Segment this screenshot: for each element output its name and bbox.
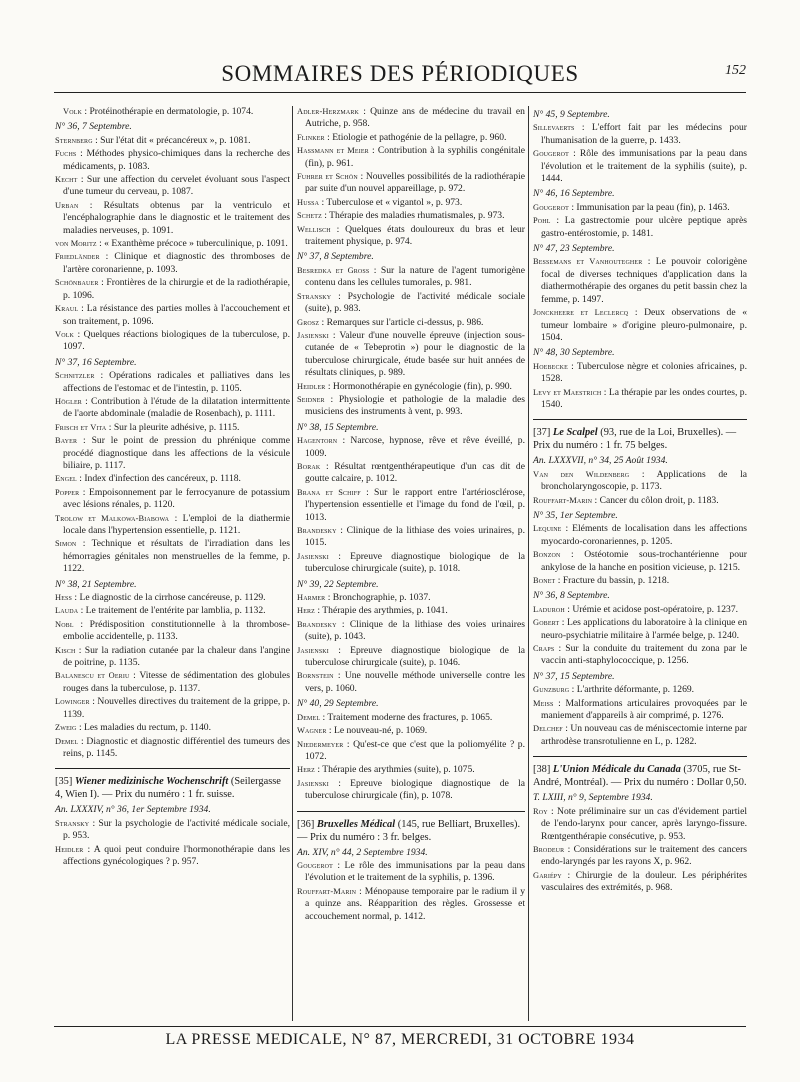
issue-heading: N° 39, 22 Septembre. [297, 578, 379, 590]
article-entry [533, 495, 747, 507]
article-entry [55, 844, 290, 869]
author-name: Herz [297, 765, 315, 775]
article-title: : Quelques réactions biologiques de la tuberculose, p. 1097. [63, 328, 290, 353]
issue-heading: N° 37, 16 Septembre. [55, 356, 137, 368]
article-title: : Fracture du bassin, p. 1218. [557, 575, 670, 586]
author-name: Sillevaerts [533, 123, 575, 133]
article-entry [55, 135, 290, 147]
journal-details: (93, rue de la Loi, Bruxelles). — Prix du numéro : 1 fr. 75 belges. [533, 427, 737, 452]
article-entry [55, 619, 290, 644]
author-name: Delchef [533, 724, 563, 734]
author-name: Fuhrer et Schön [297, 172, 358, 182]
article-title: : Clinique de la lithiase des voies urinaires, p. 1015. [305, 525, 525, 549]
article-entry [55, 435, 290, 472]
journal-rule [297, 811, 525, 812]
author-name: Bonet [533, 576, 556, 585]
article-title: : Nouvelles directives du traitement de la grippe, p. 1139. [63, 696, 290, 720]
article-entry [297, 197, 525, 209]
article-entry [55, 106, 290, 118]
author-name: Schnitzler [55, 371, 95, 381]
article-entry [297, 265, 525, 290]
issue-heading: N° 40, 29 Septembre. [297, 698, 379, 710]
article-title: : Opérations radicales et palliatives dans les affections de l'estomac et de l'intestin, p. 1105. [63, 370, 290, 394]
issue-heading: N° 38, 21 Septembre. [55, 578, 137, 590]
article-title: : La thérapie par les ondes courtes, p. 1540. [541, 386, 747, 410]
author-name: Volk [55, 329, 74, 339]
article-title: : Epreuve diagnostique biologique de la tuberculose chirurgicale (suite), p. 1046. [305, 644, 525, 669]
article-title: : Frontières de la chirurgie et de la radiothérapie, p. 1096. [63, 277, 290, 301]
author-name: Heidler [297, 381, 326, 391]
journal-rule [533, 756, 747, 757]
author-name: Stransky [55, 818, 90, 828]
author-name: Borak [297, 461, 321, 471]
author-name: Demel [297, 712, 321, 722]
article-title: : Contribution à la syphilis congénitale (fin), p. 961. [305, 145, 525, 169]
article-title: : Rôle des immunisations par la peau dans l'évolution et le traitement de la syphilis (suite), p. 1444. [541, 148, 747, 185]
article-entry [55, 592, 290, 604]
author-name: Bonzon [533, 550, 561, 560]
article-entry [55, 370, 290, 395]
article-title: : La résistance des parties molles à l'accouchement et son traitement, p. 1096. [63, 303, 290, 327]
article-title: : Narcose, hypnose, rêve et rêve éveillé, p. 1009. [305, 435, 525, 459]
article-entry [297, 394, 525, 419]
author-name: Lauda [55, 606, 79, 616]
author-name: Besredka et Gross [297, 265, 370, 275]
author-name: Demel [55, 736, 79, 746]
column-1 [55, 106, 290, 869]
author-name: Levy et Maestrich [533, 387, 602, 397]
journal-number: [38] [533, 764, 551, 776]
article-entry [55, 605, 290, 617]
author-name: Stransky [297, 291, 332, 301]
article-title: : Empoisonnement par le ferrocyanure de potassium avec lésions rénales, p. 1120. [63, 486, 290, 511]
article-title: : Epreuve diagnostique biologique de la tuberculose chirurgicale (suite), p. 1018. [305, 550, 525, 575]
author-name: Hagentorn [297, 436, 338, 446]
article-entry [55, 818, 290, 843]
author-name: Gunzburg [533, 685, 570, 695]
article-entry [533, 604, 747, 616]
author-name: Popper [55, 487, 80, 497]
author-name: Frisch et Vita [55, 422, 107, 432]
issue-heading: N° 47, 23 Septembre. [533, 243, 615, 255]
article-title: : Les applications du laboratoire à la clinique en neuro-psychiatrie militaire à l'armée belge, p. 1240. [541, 617, 747, 641]
author-name: Kisch [55, 645, 76, 655]
author-name: Jonckheere et Leclercq [533, 308, 629, 318]
article-title: : A quoi peut conduire l'hormonothérapie dans les affections gynécologiques ? p. 957. [63, 843, 290, 867]
article-entry [297, 712, 525, 724]
article-title: : Sur la conduite du traitement du zona par le vaccin anti-staphylococcique, p. 1256. [541, 643, 747, 667]
author-name: Schönbauer [55, 278, 99, 288]
article-entry [297, 381, 525, 393]
author-name: Brandesky [297, 526, 337, 535]
article-entry [55, 251, 290, 276]
article-entry [297, 670, 525, 695]
article-entry [55, 696, 290, 721]
author-name: Wellisch [297, 224, 331, 234]
issue-heading: An. LXXXVII, n° 34, 25 Août 1934. [533, 455, 668, 467]
journal-rule [533, 419, 747, 420]
issue-heading: N° 36, 8 Septembre. [533, 590, 610, 602]
article-title: : Applications de la broncholaryngoscopie, p. 1173. [541, 468, 747, 493]
author-name: Gougerot [297, 860, 333, 870]
journal-details: (Seilergasse 4, Wien I). — Prix du numéro : 1 fr. suisse. [55, 776, 281, 801]
author-name: Flinker [297, 132, 325, 142]
article-entry [297, 551, 525, 576]
issue-heading: N° 36, 7 Septembre. [55, 121, 132, 133]
issue-heading: T. LXIII, n° 9, Septembre 1934. [533, 792, 653, 804]
author-name: Kecht [55, 175, 78, 185]
author-name: Bayer [55, 436, 78, 446]
article-title: : Les maladies du rectum, p. 1140. [78, 722, 211, 734]
article-entry [55, 277, 290, 302]
author-name: Nobl [55, 619, 74, 629]
journal-number: [37] [533, 427, 551, 439]
article-entry [55, 200, 290, 237]
article-entry [533, 844, 747, 869]
author-name: Roy [533, 806, 548, 816]
author-name: Sternberg [55, 135, 93, 145]
article-entry [533, 148, 747, 185]
article-title: : Malformations articulaires provoquées par le maniement d'appareils à air comprimé, p. 1276. [541, 697, 747, 722]
article-title: : Résultat rœntgenthérapeutique d'un cas dit de goutte calcaire, p. 1012. [305, 460, 525, 485]
author-name: Seidner [297, 394, 325, 404]
article-title: : Sur une affection du cervelet évoluant sous l'aspect d'une tumeur du cerveau, p. 1087. [63, 174, 290, 198]
author-name: Volk [63, 107, 82, 116]
article-entry [55, 174, 290, 199]
article-title: : Etiologie et pathogénie de la pellagre, p. 960. [327, 131, 507, 143]
article-entry [297, 592, 525, 604]
article-entry [533, 307, 747, 344]
article-entry [55, 329, 290, 354]
article-title: : Epreuve biologique diagnostique de la tuberculose chirurgicale (fin), p. 1078. [305, 777, 525, 802]
article-entry [297, 725, 525, 737]
article-entry [297, 291, 525, 316]
article-entry [297, 461, 525, 486]
author-name: Meiss [533, 698, 554, 708]
author-name: Niedermeyer [297, 739, 344, 749]
author-name: Pohl [533, 216, 551, 226]
article-title: : Prédisposition constitutionnelle à la thrombose-embolie accidentelle, p. 1133. [63, 618, 290, 643]
author-name: Balanescu et Oeriu [55, 671, 130, 681]
journal-number: [35] [55, 776, 73, 788]
article-entry [533, 215, 747, 240]
journal-details: (145, rue Belliart, Bruxelles). — Prix du numéro : 3 fr. belges. [297, 818, 521, 843]
issue-heading: An. LXXXIV, n° 36, 1er Septembre 1934. [55, 804, 211, 816]
article-title: : Ostéotomie sous-trochantérienne pour ankylose de la hanche en position vicieuse, p. 1215. [541, 549, 747, 573]
issue-heading: N° 37, 15 Septembre. [533, 670, 615, 682]
article-entry [55, 538, 290, 575]
journal-heading [55, 775, 290, 801]
article-title: : Traitement moderne des fractures, p. 1065. [322, 711, 493, 723]
author-name: von Moritz [55, 239, 97, 249]
author-name: Adler-Herzmark [297, 107, 359, 116]
article-title: : Cancer du côlon droit, p. 1183. [594, 494, 719, 506]
article-title: : Méthodes physico-chimiques dans la recherche des médicaments, p. 1083. [63, 148, 290, 172]
author-name: Hoebecke [533, 361, 568, 371]
journal-heading [533, 426, 747, 452]
article-title: : Bronchographie, p. 1037. [327, 592, 431, 604]
article-title: : Deux observations de « tumeur lombaire » d'origine pleuro-pulmonaire, p. 1504. [541, 307, 747, 343]
article-entry [55, 670, 290, 695]
journal-name: Le Scalpel [552, 427, 598, 439]
article-entry [533, 575, 747, 587]
article-title: : Index d'infection des cancéreux, p. 1118. [79, 473, 241, 485]
article-entry [533, 361, 747, 386]
article-entry [297, 525, 525, 550]
author-name: Högler [55, 396, 82, 406]
article-entry [297, 764, 525, 776]
author-name: Rouffart-Marin [533, 495, 593, 505]
author-name: Bornstein [297, 671, 334, 681]
author-name: Zweig [55, 723, 77, 733]
article-title: : Technique et résultats de l'irradiation dans les hémorragies génitales non menstruelles de la femme, p. 1122. [63, 538, 290, 575]
article-entry [533, 469, 747, 494]
article-title: : Vitesse de sédimentation des globules rouges dans la tuberculose, p. 1137. [63, 670, 290, 694]
article-entry [297, 778, 525, 803]
article-entry [55, 645, 290, 670]
article-title: : Sur la nature de l'agent tumorigène contenu dans les cellules tumorales, p. 981. [305, 264, 525, 289]
column-rule-2 [528, 106, 529, 1021]
author-name: Ladurон [533, 604, 565, 614]
article-entry [55, 487, 290, 512]
journal-number: [36] [297, 818, 315, 830]
article-title: : Contribution à l'étude de la dilatation intermittente de l'aorte abdominale (maladie de Rosenbach), p. 1111. [63, 395, 290, 420]
article-title: : « Exanthème précoce » tuberculinique, p. 1091. [99, 238, 288, 250]
author-name: Heidler [55, 844, 84, 854]
article-title: : Quinze ans de médecine du travail en Autriche, p. 958. [305, 106, 525, 130]
page-footer: LA PRESSE MEDICALE, N° 87, MERCREDI, 31 OCTOBRE 1934 [54, 1026, 746, 1049]
article-title: : Immunisation par la peau (fin), p. 1463. [571, 201, 730, 213]
article-entry [533, 870, 747, 895]
journal-name: Wiener medizinische Wochenschrift [74, 776, 229, 788]
author-name: Jasienski [297, 645, 329, 655]
column-rule-1 [292, 106, 293, 1021]
article-title: : Thérapie des arythmies (suite), p. 1075. [317, 764, 475, 776]
article-title: : Sur le point de pression du phrénique comme procédé diagnostique dans les affections de la vésicule biliaire, p. 1117. [63, 435, 290, 471]
article-entry [533, 698, 747, 723]
article-title: : Sur la pleurite adhésive, p. 1115. [108, 421, 240, 433]
article-title: : L'emploi de la diathermie locale dans l'hypertension essentielle, p. 1121. [63, 512, 290, 536]
page-number: 152 [725, 63, 746, 78]
author-name: Jasienski [297, 551, 329, 561]
author-name: Hassmann et Meier [297, 146, 369, 156]
author-name: Gougerot [533, 149, 569, 159]
issue-heading: N° 38, 15 Septembre. [297, 421, 379, 433]
column-3 [533, 106, 747, 896]
article-title: : Tuberculose nègre et colonies africaines, p. 1528. [541, 360, 747, 385]
article-entry [297, 132, 525, 144]
article-title: : Sur la radiation cutanée par la chaleur dans l'angine de poitrine, p. 1135. [63, 644, 290, 669]
article-title: : Psychologie de l'activité médicale sociale (suite), p. 983. [305, 290, 526, 315]
article-title: : Le diagnostic de la cirrhose cancéreuse, p. 1129. [74, 592, 266, 604]
journal-details: (3705, rue St-André, Montréal). — Prix du numéro : Dollar 0,50. [533, 764, 747, 789]
author-name: Kraul [55, 304, 79, 314]
author-name: Urban [55, 200, 79, 210]
article-entry [297, 886, 525, 923]
article-entry [533, 523, 747, 548]
journal-heading [533, 763, 747, 789]
article-entry [533, 617, 747, 642]
author-name: Trolow et Malkowa-Biabowa [55, 513, 170, 523]
author-name: Brandesky [297, 619, 337, 629]
article-entry [533, 549, 747, 574]
issue-heading: N° 46, 16 Septembre. [533, 188, 615, 200]
author-name: Brodeur [533, 844, 565, 854]
article-title: : Sur le rapport entre l'artériosclérose, l'hypertension essentielle et l'image du fond de l'œil, p. 1013. [305, 486, 525, 523]
article-title: : Remarques sur l'article ci-dessus, p. 986. [321, 316, 484, 328]
article-title: : Considérations sur le traitement des cancers endo-laryngés par les rayons X, p. 962. [541, 843, 747, 868]
article-entry [55, 736, 290, 761]
article-title: : Sur l'état dit « précancéreux », p. 1081. [95, 134, 251, 146]
article-entry [55, 422, 290, 434]
article-entry [297, 619, 525, 644]
author-name: Van den Wildenberg [533, 469, 630, 479]
author-name: Wagner [297, 726, 327, 736]
article-entry [55, 513, 290, 538]
article-title: : Clinique et diagnostic des thromboses de l'artère coronarienne, p. 1093. [63, 251, 290, 275]
issue-heading: N° 48, 30 Septembre. [533, 347, 615, 359]
article-entry [533, 806, 747, 843]
article-entry [297, 860, 525, 885]
article-entry [297, 106, 525, 131]
article-entry [533, 723, 747, 748]
article-entry [297, 171, 525, 196]
article-entry [55, 473, 290, 485]
article-entry [297, 210, 525, 222]
journal-name: Bruxelles Médical [316, 818, 396, 830]
article-title: : Sur la psychologie de l'activité médicale sociale, p. 953. [63, 817, 290, 842]
article-entry [533, 202, 747, 214]
article-entry [533, 684, 747, 696]
article-entry [297, 645, 525, 670]
article-title: : Urémie et acidose post-opératoire, p. 1237. [567, 603, 739, 615]
article-entry [297, 145, 525, 170]
article-title: : Thérapie des arythmies, p. 1041. [317, 605, 448, 617]
article-title: : Le rôle des immunisations par la peau dans l'évolution et le traitement de la syphilis, p. 1396. [305, 859, 525, 884]
article-title: : Thérapie des maladies rhumatismales, p. 973. [324, 210, 505, 222]
author-name: Gougerot [533, 202, 569, 212]
article-title: : Qu'est-ce que c'est que la poliomyélite ? p. 1072. [305, 738, 525, 762]
article-entry [55, 396, 290, 421]
article-title: : Protéinothérapie en dermatologie, p. 1074. [84, 106, 254, 117]
article-entry [297, 330, 525, 380]
article-title: : Un nouveau cas de méniscectomie interne par arthrodèse transrotulienne en L, p. 1282. [541, 723, 747, 747]
article-title: : Quelques états douloureux du bras et leur traitement physique, p. 974. [305, 223, 525, 248]
column-2 [297, 106, 525, 924]
article-title: : Tuberculose et « vigantol », p. 973. [321, 196, 463, 208]
author-name: Hussa [297, 197, 320, 207]
article-title: : La gastrectomie pour ulcère peptique après gastro-entérostomie, p. 1481. [541, 215, 747, 239]
author-name: Lequine [533, 524, 562, 534]
article-title: : Le traitement de l'entérite par lamblia, p. 1132. [80, 605, 266, 617]
article-title: : Physiologie et pathologie de la maladie des musiciens des instruments à vent, p. 993. [305, 393, 525, 418]
article-title: : L'effort fait par les médecins pour l'humanisation de la guerre, p. 1433. [541, 122, 747, 146]
article-title: : Chirurgie de la douleur. Les périphérites vasculaires des extrémités, p. 968. [541, 869, 747, 894]
author-name: Friedländer [55, 252, 100, 262]
article-entry [533, 256, 747, 306]
issue-heading: N° 45, 9 Septembre. [533, 109, 610, 120]
author-name: Bessemans et Vanhoutegher [533, 257, 643, 267]
article-entry [533, 387, 747, 412]
article-entry [533, 122, 747, 147]
article-entry [297, 739, 525, 764]
issue-heading: N° 37, 8 Septembre. [297, 251, 374, 263]
journal-heading [297, 818, 525, 844]
article-title: : Nouvelles possibilités de la radiothérapie par suite d'un nouvel appareillage, p. 972. [305, 171, 526, 195]
article-entry [297, 317, 525, 329]
author-name: Engel [55, 474, 77, 484]
journal-name: L'Union Médicale du Canada [552, 764, 681, 776]
author-name: Harmer [297, 593, 326, 603]
article-entry [297, 224, 525, 249]
article-title: : Résultats obtenus par la ventriculo et l'encéphalographie dans le diagnostic et le traitement des maladies nerveuses, p. 1091. [63, 199, 290, 236]
running-header [54, 58, 746, 93]
author-name: Gobert [533, 618, 560, 628]
article-entry [55, 238, 290, 250]
article-entry [55, 722, 290, 734]
article-title: : Le nouveau-né, p. 1069. [328, 725, 428, 737]
author-name: Jasienski [297, 778, 329, 788]
author-name: Fuchs [55, 149, 77, 159]
author-name: Gariépy [533, 870, 562, 880]
author-name: Simon [55, 539, 77, 549]
article-title: : Eléments de localisation dans les affections myocardo-coronariennes, p. 1205. [541, 523, 747, 547]
article-entry [55, 303, 290, 328]
article-entry [55, 148, 290, 173]
author-name: Rouffart-Marin [297, 886, 357, 896]
article-entry [533, 643, 747, 668]
page-title: SOMMAIRES DES PÉRIODIQUES [221, 61, 579, 86]
author-name: Craps [533, 644, 555, 654]
author-name: Herz [297, 606, 315, 616]
article-entry [297, 435, 525, 460]
article-title: : Clinique de la lithiase des voies urinaires (suite), p. 1043. [305, 618, 525, 643]
author-name: Hess [55, 593, 72, 603]
article-title: : Note préliminaire sur un cas d'évidement partiel de l'endo-larynx pour cancer, après laryngo-fissure. Rœntgenthérapie consécutive, p. 953. [541, 805, 747, 842]
journal-rule [55, 768, 290, 769]
article-title: : Une nouvelle méthode universelle contre les vers, p. 1060. [305, 670, 525, 694]
article-title: : Diagnostic et diagnostic différentiel des tumeurs des reins, p. 1145. [63, 735, 290, 759]
issue-heading: N° 35, 1er Septembre. [533, 509, 618, 521]
author-name: Brana et Schiff [297, 487, 361, 497]
article-entry [297, 487, 525, 524]
author-name: Lowinger [55, 697, 90, 707]
author-name: Grosz [297, 317, 320, 327]
article-title: : Hormonothérapie en gynécologie (fin), p. 990. [327, 380, 512, 392]
author-name: Schetz [297, 211, 322, 221]
article-entry [297, 605, 525, 617]
article-title: : Valeur d'une nouvelle épreuve (injection sous-cutanée de « Tebeprotin ») pour le diagnostic de la tuberculose chirurgicale, étude basée sur huit années de résultats cliniques, p. 989. [305, 329, 525, 379]
article-title: : Le pouvoir colorigène focal de diverses techniques d'application dans la diathermothérapie des organes du petit bassin chez la femme, p. 1497. [541, 256, 747, 305]
issue-heading: An. XIV, n° 44, 2 Septembre 1934. [297, 846, 428, 858]
article-title: : L'arthrite déformante, p. 1269. [571, 684, 695, 696]
article-title: : Ménopause temporaire par le radium il y a quinze ans. Réapparition des règles. Grossesse et accouchement normal, p. 1412. [305, 885, 525, 922]
author-name: Jasienski [297, 330, 329, 340]
